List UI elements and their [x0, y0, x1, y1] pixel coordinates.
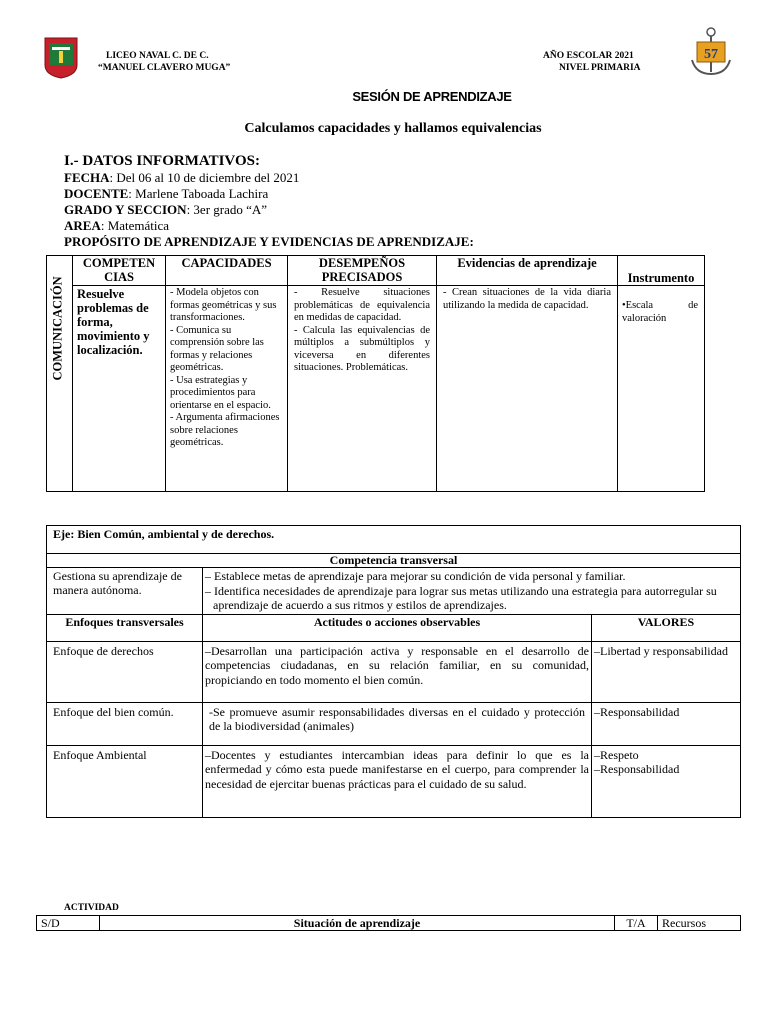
header-desempenos: DESEMPEÑOS PRECISADOS	[288, 256, 437, 286]
capacidad-item: - Argumenta afirmaciones sobre relaciones geométricas.	[170, 412, 280, 448]
enfoque-cell: Enfoque Ambiental	[47, 745, 203, 817]
actitud-cell: –Desarrollan una participación activa y responsable en el desarrollo de competencias ciudadanas, en su relación familiar, en su comunidad, propiciando en todo momento el bien común.	[203, 641, 592, 702]
competencias-table	[46, 255, 705, 492]
instrumento-cell: •Escala de valoración	[618, 286, 705, 492]
actitud-text: Docentes y estudiantes intercambian ideas para definir lo que es la enfermedad y cómo esta puede manifestarse en el cuerpo, para comprender la necesidad de ejercitar buenas prácticas para el cuidado de su salud.	[205, 747, 589, 791]
area-side-label: COMUNICACIÓN	[50, 276, 64, 381]
actitud-text: Desarrollan una participación activa y responsable en el desarrollo de competencias ciudadanas, en su relación familiar, en su comunidad, propiciando en todo momento el bien común.	[205, 643, 589, 687]
capacidad-item: - Comunica su comprensión sobre las formas y relaciones geométricas.	[170, 324, 264, 373]
actividad-table	[36, 915, 741, 931]
header-capacidades: CAPACIDADES	[166, 256, 288, 286]
area-side-cell	[47, 256, 73, 492]
capacidad-item: - Usa estrategias y procedimientos para orientarse en el espacio.	[170, 374, 271, 411]
header-instrumento: Instrumento	[618, 256, 705, 286]
gestiona-items-cell	[203, 568, 741, 615]
actitud-cell: –Docentes y estudiantes intercambian ideas para definir lo que es la enfermedad y cómo esta puede manifestarse en el cuerpo, para comprender la necesidad de ejercitar buenas prácticas para el cuidado de su salud.	[203, 745, 592, 817]
info-heading: I.- DATOS INFORMATIVOS:	[64, 153, 260, 169]
gestiona-item: Establece metas de aprendizaje para mejorar su condición de vida personal y familiar.	[214, 569, 626, 583]
header-valores: VALORES	[592, 614, 741, 641]
gestiona-cell: Gestiona su aprendizaje de manera autónoma.	[47, 568, 203, 615]
docente-value: : Marlene Taboada Lachira	[128, 186, 269, 201]
competencia-cell: Resuelve problemas de forma, movimiento y localización.	[73, 286, 166, 492]
capacidad-item: - Modela objetos con formas geométricas y sus transformaciones.	[170, 287, 277, 323]
dash-mark: –	[205, 569, 214, 583]
desempenos-cell	[288, 286, 437, 492]
area-value: : Matemática	[100, 218, 170, 233]
valor-item: Respeto	[600, 747, 639, 762]
header-ta: T/A	[615, 916, 658, 931]
capacidades-cell	[166, 286, 288, 492]
area-label: AREA	[64, 218, 101, 233]
valores-cell: –Responsabilidad	[592, 702, 741, 745]
enfoques-table	[46, 525, 741, 818]
header-sd: S/D	[37, 916, 100, 931]
valores-cell: –Respeto –Responsabilidad	[592, 745, 741, 817]
docente-label: DOCENTE	[64, 186, 129, 201]
gestiona-item: Identifica necesidades de aprendizaje para lograr sus metas utilizando una estrategia para autorregular su aprendizaje de acuerdo a sus ritmos y estilos de aprendizajes.	[213, 583, 717, 612]
grado-value: : 3er grado “A”	[186, 202, 268, 217]
session-subtitle: Calculamos capacidades y hallamos equivalencias	[244, 121, 542, 136]
valor-item: Responsabilidad	[600, 762, 680, 776]
enfoque-cell: Enfoque del bien común.	[47, 702, 203, 745]
valor-item: Libertad y responsabilidad	[600, 643, 728, 658]
header-evidencias: Evidencias de aprendizaje	[437, 256, 618, 286]
header-recursos: Recursos	[658, 916, 741, 931]
school-logo	[44, 37, 78, 79]
school-name: LICEO NAVAL C. DE C.	[106, 51, 209, 61]
eje-cell: Eje: Bien Común, ambiental y de derechos.	[47, 526, 741, 554]
svg-text:57: 57	[704, 47, 718, 62]
anchor-emblem	[686, 26, 736, 78]
header-actitudes: Actitudes o acciones observables	[203, 614, 592, 641]
session-title: SESIÓN DE APRENDIZAJE	[352, 89, 512, 104]
desempeno-item: - Resuelve situaciones problemáticas de equivalencia en medidas de capacidad.	[294, 287, 430, 323]
fecha-label: FECHA	[64, 170, 110, 185]
enfoque-cell: Enfoque de derechos	[47, 641, 203, 702]
school-subname: “MANUEL CLAVERO MUGA”	[98, 63, 231, 73]
competencia-transversal-title: Competencia transversal	[47, 554, 741, 568]
dash-mark: –	[205, 583, 214, 598]
header-enfoques: Enfoques transversales	[47, 614, 203, 641]
valor-item: Responsabilidad	[600, 704, 680, 719]
grado-label: GRADO Y SECCION	[64, 202, 187, 217]
school-year: AÑO ESCOLAR 2021	[543, 51, 634, 61]
school-level: NIVEL PRIMARIA	[559, 63, 641, 73]
valores-cell: –Libertad y responsabilidad	[592, 641, 741, 702]
actividad-label: ACTIVIDAD	[64, 903, 119, 913]
proposito-heading: PROPÓSITO DE APRENDIZAJE Y EVIDENCIAS DE APRENDIZAJE:	[64, 234, 474, 249]
fecha-value: : Del 06 al 10 de diciembre del 2021	[109, 170, 300, 185]
actitud-cell: -Se promueve asumir responsabilidades diversas en el cuidado y protección de la biodiversidad (animales)	[203, 702, 592, 745]
desempeno-item: - Calcula las equivalencias de múltiplos a submúltiplos y viceversa en diferentes situaciones. Problemáticas.	[294, 324, 430, 373]
header-situacion: Situación de aprendizaje	[100, 916, 615, 931]
header-competencias: COMPETEN CIAS	[73, 256, 166, 286]
evidencias-cell: - Crean situaciones de la vida diaria utilizando la medida de capacidad.	[437, 286, 618, 492]
